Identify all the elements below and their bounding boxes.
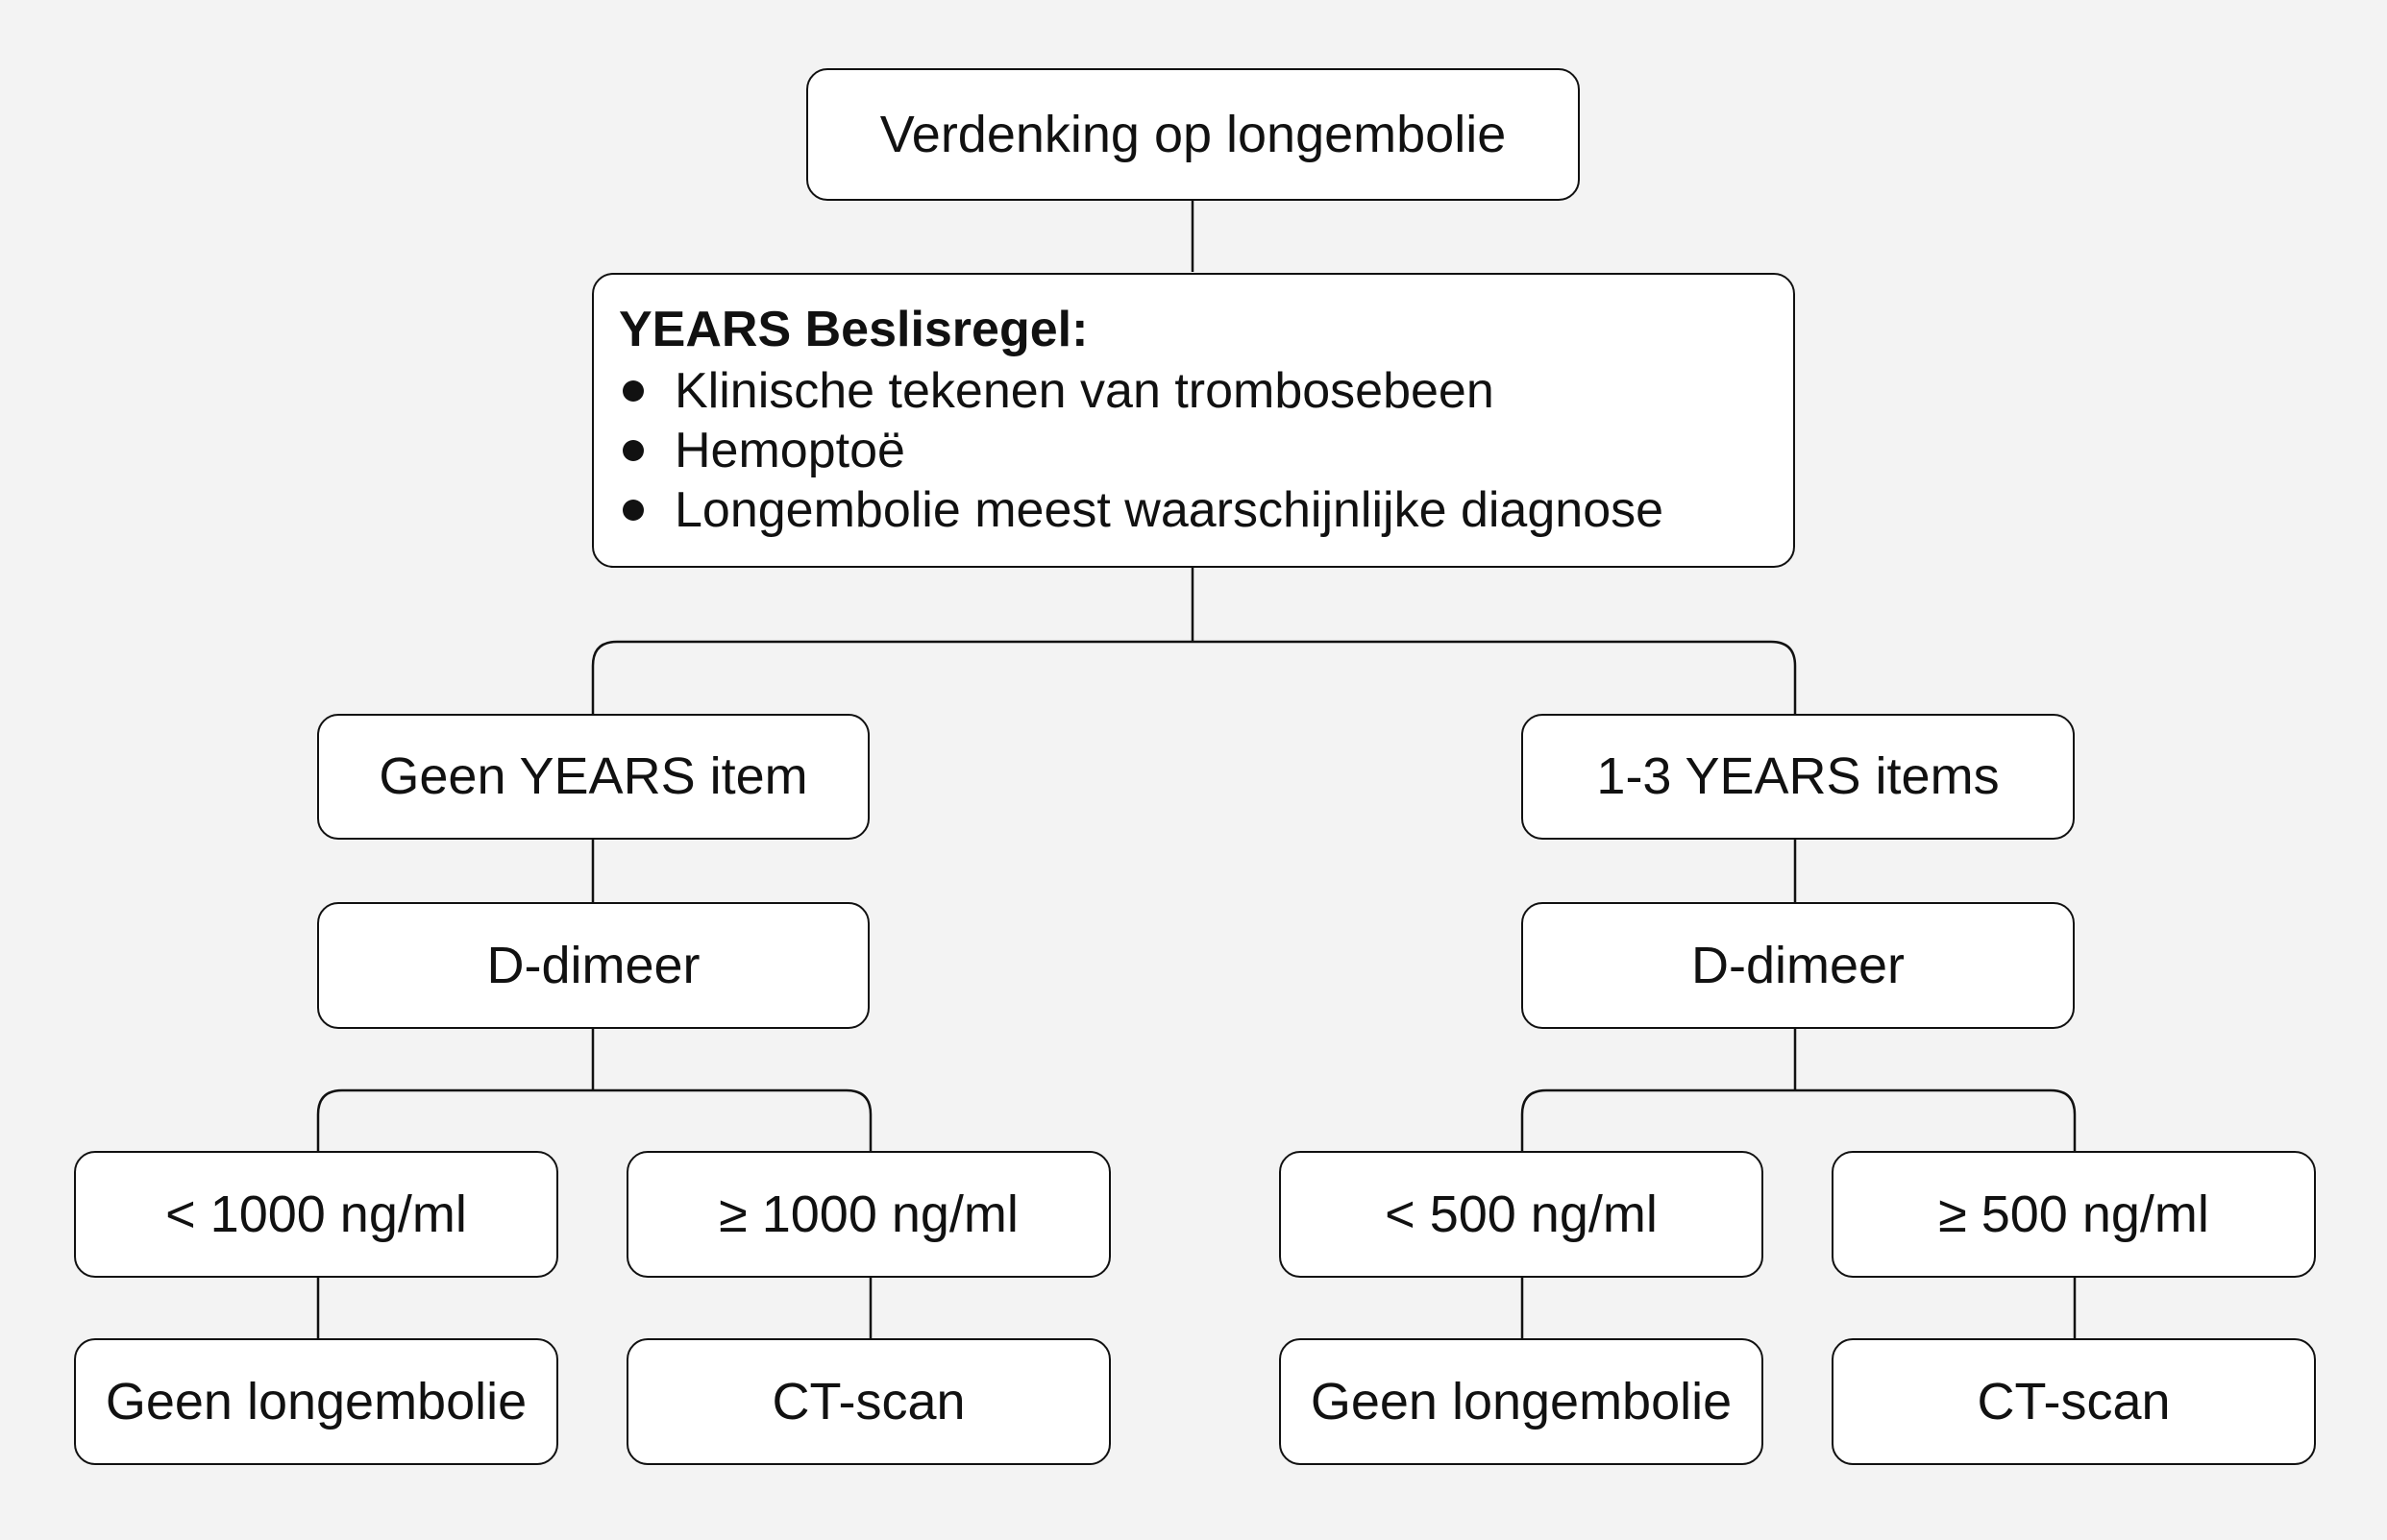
right-group-label: 1-3 YEARS items [1596,747,2000,806]
connector-left-test-split [318,1028,871,1151]
right-group-node [1521,714,2075,840]
right-low-node [1279,1151,1763,1278]
left-high-result-label: CT-scan [772,1372,966,1430]
right-low-label: < 500 ng/ml [1385,1185,1658,1243]
right-high-node [1832,1151,2316,1278]
left-test-label: D-dimeer [486,936,701,994]
years-rule-item [619,361,1793,421]
left-test-node [317,902,870,1029]
left-group-label: Geen YEARS item [379,747,808,806]
bullet-icon [623,500,644,521]
bullet-icon [623,380,644,402]
years-rule-title: YEARS Beslisregel: [619,302,1089,357]
root-node [806,68,1580,201]
right-test-label: D-dimeer [1690,936,1906,994]
right-low-result-label: Geen longembolie [1310,1372,1733,1430]
right-high-result-node [1832,1338,2316,1465]
left-low-node [74,1151,558,1278]
left-high-result-node [627,1338,1111,1465]
years-rule-item-label: Klinische tekenen van trombosebeen [675,363,1494,419]
years-rule-item-label: Longembolie meest waarschijnlijke diagnose [675,482,1664,538]
left-group-node [317,714,870,840]
right-test-node [1521,902,2075,1029]
left-high-label: ≥ 1000 ng/ml [719,1185,1019,1243]
bullet-icon [623,440,644,461]
years-rule-list [619,361,1793,540]
left-low-result-node [74,1338,558,1465]
years-rule-item-label: Hemoptoë [675,423,905,478]
connector-right-test-split [1522,1028,2075,1151]
right-low-result-node [1279,1338,1763,1465]
left-low-result-label: Geen longembolie [105,1372,528,1430]
right-high-label: ≥ 500 ng/ml [1938,1185,2209,1243]
years-rule-item [619,480,1793,540]
root-label: Verdenking op longembolie [879,105,1507,163]
left-low-label: < 1000 ng/ml [165,1185,467,1243]
right-high-result-label: CT-scan [1977,1372,2171,1430]
left-high-node [627,1151,1111,1278]
years-rule-item [619,421,1793,480]
connector-rule-split [593,567,1795,714]
years-rule-node [592,273,1795,568]
